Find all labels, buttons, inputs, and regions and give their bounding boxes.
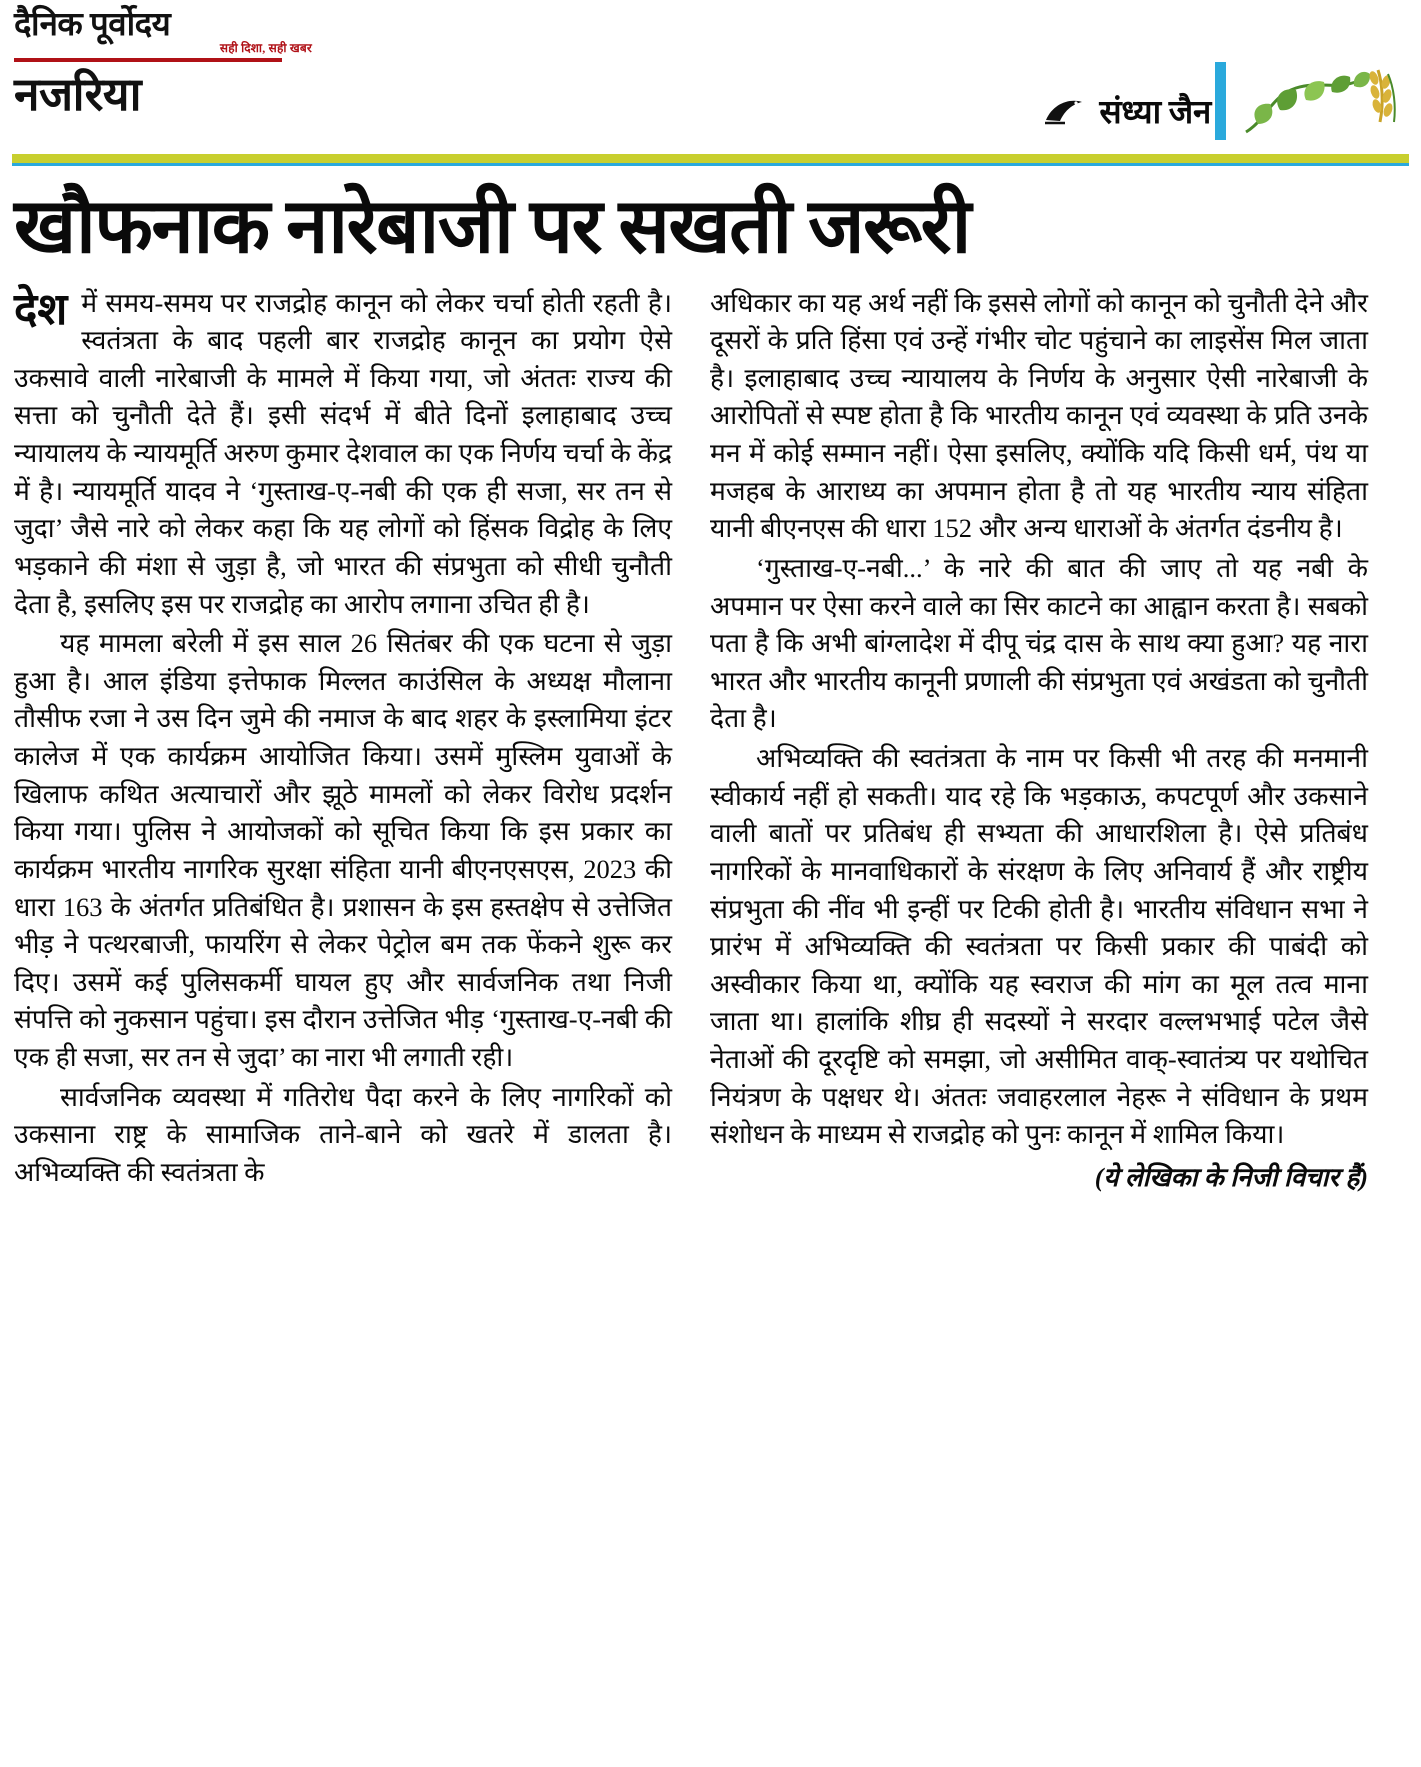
signature-bird-icon [1043,96,1085,126]
brand-block [14,8,314,118]
brand-tagline: सही दिशा, सही खबर [219,40,312,55]
byline [1043,88,1211,133]
dropcap: देश [14,284,68,334]
brand-name: दैनिक पूर्वोदय [14,7,171,43]
leaf-vine-logo [1236,62,1405,140]
paragraph: यह मामला बरेली में इस साल 26 सितंबर की एक घटना से जुड़ा हुआ है। आल इंडिया इत्तेफाक मिल्लत काउंसिल के अध्यक्ष मौलाना तौसीफ रजा ने उस दिन जुमे की नमाज के बाद शहर के इस्लामिया इंटर कालेज में एक कार्यक्रम आयोजित किया। उसमें मुस्लिम युवाओं के खिलाफ कथित अत्याचारों और झूठे मामलों को लेकर विरोध प्रदर्शन किया गया। पुलिस ने आयोजकों को सूचित किया कि इस प्रकार का कार्यक्रम भारतीय नागरिक सुरक्षा संहिता यानी बीएनएसएस, 2023 की धारा 163 के अंतर्गत प्रतिबंधित है। प्रशासन के इस हस्तक्षेप से उत्तेजित भीड़ ने पत्थरबाजी, फायरिंग से लेकर पेट्रोल बम तक फेंकने शुरू कर दिए। उसमें कई पुलिसकर्मी घायल हुए और सार्वजनिक तथा निजी संपत्ति को नुकसान पहुंचा। इस दौरान उत्तेजित भीड़ ‘गुस्ताख-ए-नबी की एक ही सजा, सर तन से जुदा’ का नारा भी लगाती रही। [14,628,672,1073]
masthead [0,0,1421,150]
paragraph-text: में समय-समय पर राजद्रोह कानून को लेकर चर्चा होती रहती है। स्वतंत्रता के बाद पहली बार राजद्रोह कानून का प्रयोग ऐसे उकसावे वाली नारेबाजी के मामले में किया गया, जो अंततः राज्य की सत्ता को चुनौती देते हैं। इसी संदर्भ में बीते दिनों इलाहाबाद उच्च न्यायालय के न्यायमूर्ति अरुण कुमार देशवाल का एक निर्णय चर्चा के केंद्र में है। न्यायमूर्ति यादव ने ‘गुस्ताख-ए-नबी की एक ही सजा, सर तन से जुदा’ जैसे नारे को लेकर कहा कि यह लोगों को हिंसक विद्रोह के लिए भड़काने की मंशा से जुड़ा है, जो भारत की संप्रभुता को सीधी चुनौती देता है, इसलिए इस पर राजद्रोह का आरोप लगाना उचित ही है। [14,287,672,619]
nazariya-logo [1215,62,1405,140]
page-title: खौफनाक नारेबाजी पर सखती जरूरी [14,185,970,269]
column-right [710,285,1368,1197]
logo-accent-bar [1215,62,1226,140]
divider-rule [12,154,1409,163]
section-title: नजरिया [14,68,141,120]
brand-underline [14,58,282,62]
paragraph: ‘गुस्ताख-ए-नबी...’ के नारे की बात की जाए तो यह नबी के अपमान पर ऐसा करने वाले का सिर काटने का आह्वान करता है। सबको पता है कि अभी बांग्लादेश में दीपू चंद्र दास के साथ क्या हुआ? यह नारा भारत और भारतीय कानूनी प्रणाली की संप्रभुता एवं अखंडता को चुनौती देता है। [710,552,1368,734]
column-left [14,285,672,1197]
article-body [14,285,1407,1197]
paragraph: सार्वजनिक व्यवस्था में गतिरोध पैदा करने के लिए नागरिकों को उकसाना राष्ट्र के सामाजिक ताने-बाने को खतरे में डालता है। अभिव्यक्ति की स्वतंत्रता के [14,1081,672,1187]
paragraph [14,285,672,624]
paragraph: अभिव्यक्ति की स्वतंत्रता के नाम पर किसी भी तरह की मनमानी स्वीकार्य नहीं हो सकती। याद रहे कि भड़काऊ, कपटपूर्ण और उकसाने वाली बातों पर प्रतिबंध ही सभ्यता की आधारशिला है। ऐसे प्रतिबंध नागरिकों के मानवाधिकारों के संरक्षण के लिए अनिवार्य हैं और राष्ट्रीय संप्रभुता की नींव भी इन्हीं पर टिकी होती है। भारतीय संविधान सभा ने प्रारंभ में अभिव्यक्ति की स्वतंत्रता पर किसी प्रकार की पाबंदी को अस्वीकार किया था, क्योंकि यह स्वराज की मांग का मूल तत्व माना जाता था। हालांकि शीघ्र ही सदस्यों ने सरदार वल्लभभाई पटेल जैसे नेताओं की दूरदृष्टि को समझा, जो असीमित वाक्-स्वातंत्र्य पर यथोचित नियंत्रण के पक्षधर थे। अंततः जवाहरलाल नेहरू ने संविधान के प्रथम संशोधन के माध्यम से राजद्रोह को पुनः कानून में शामिल किया। [710,743,1368,1150]
author-name: संध्या जैन [1099,95,1211,131]
author-disclaimer: (ये लेखिका के निजी विचार हैं) [1094,1162,1368,1192]
paragraph: अधिकार का यह अर्थ नहीं कि इससे लोगों को कानून को चुनौती देने और दूसरों के प्रति हिंसा एवं उन्हें गंभीर चोट पहुंचाने का लाइसेंस मिल जाता है। इलाहाबाद उच्च न्यायालय के निर्णय के अनुसार ऐसी नारेबाजी के आरोपितों से स्पष्ट होता है कि भारतीय कानून एवं व्यवस्था के प्रति उनके मन में कोई सम्मान नहीं। ऐसा इसलिए, क्योंकि यदि किसी धर्म, पंथ या मजहब के आराध्य का अपमान होता है तो यह भारतीय न्याय संहिता यानी बीएनएस की धारा 152 और अन्य धाराओं के अंतर्गत दंडनीय है। [710,287,1368,544]
